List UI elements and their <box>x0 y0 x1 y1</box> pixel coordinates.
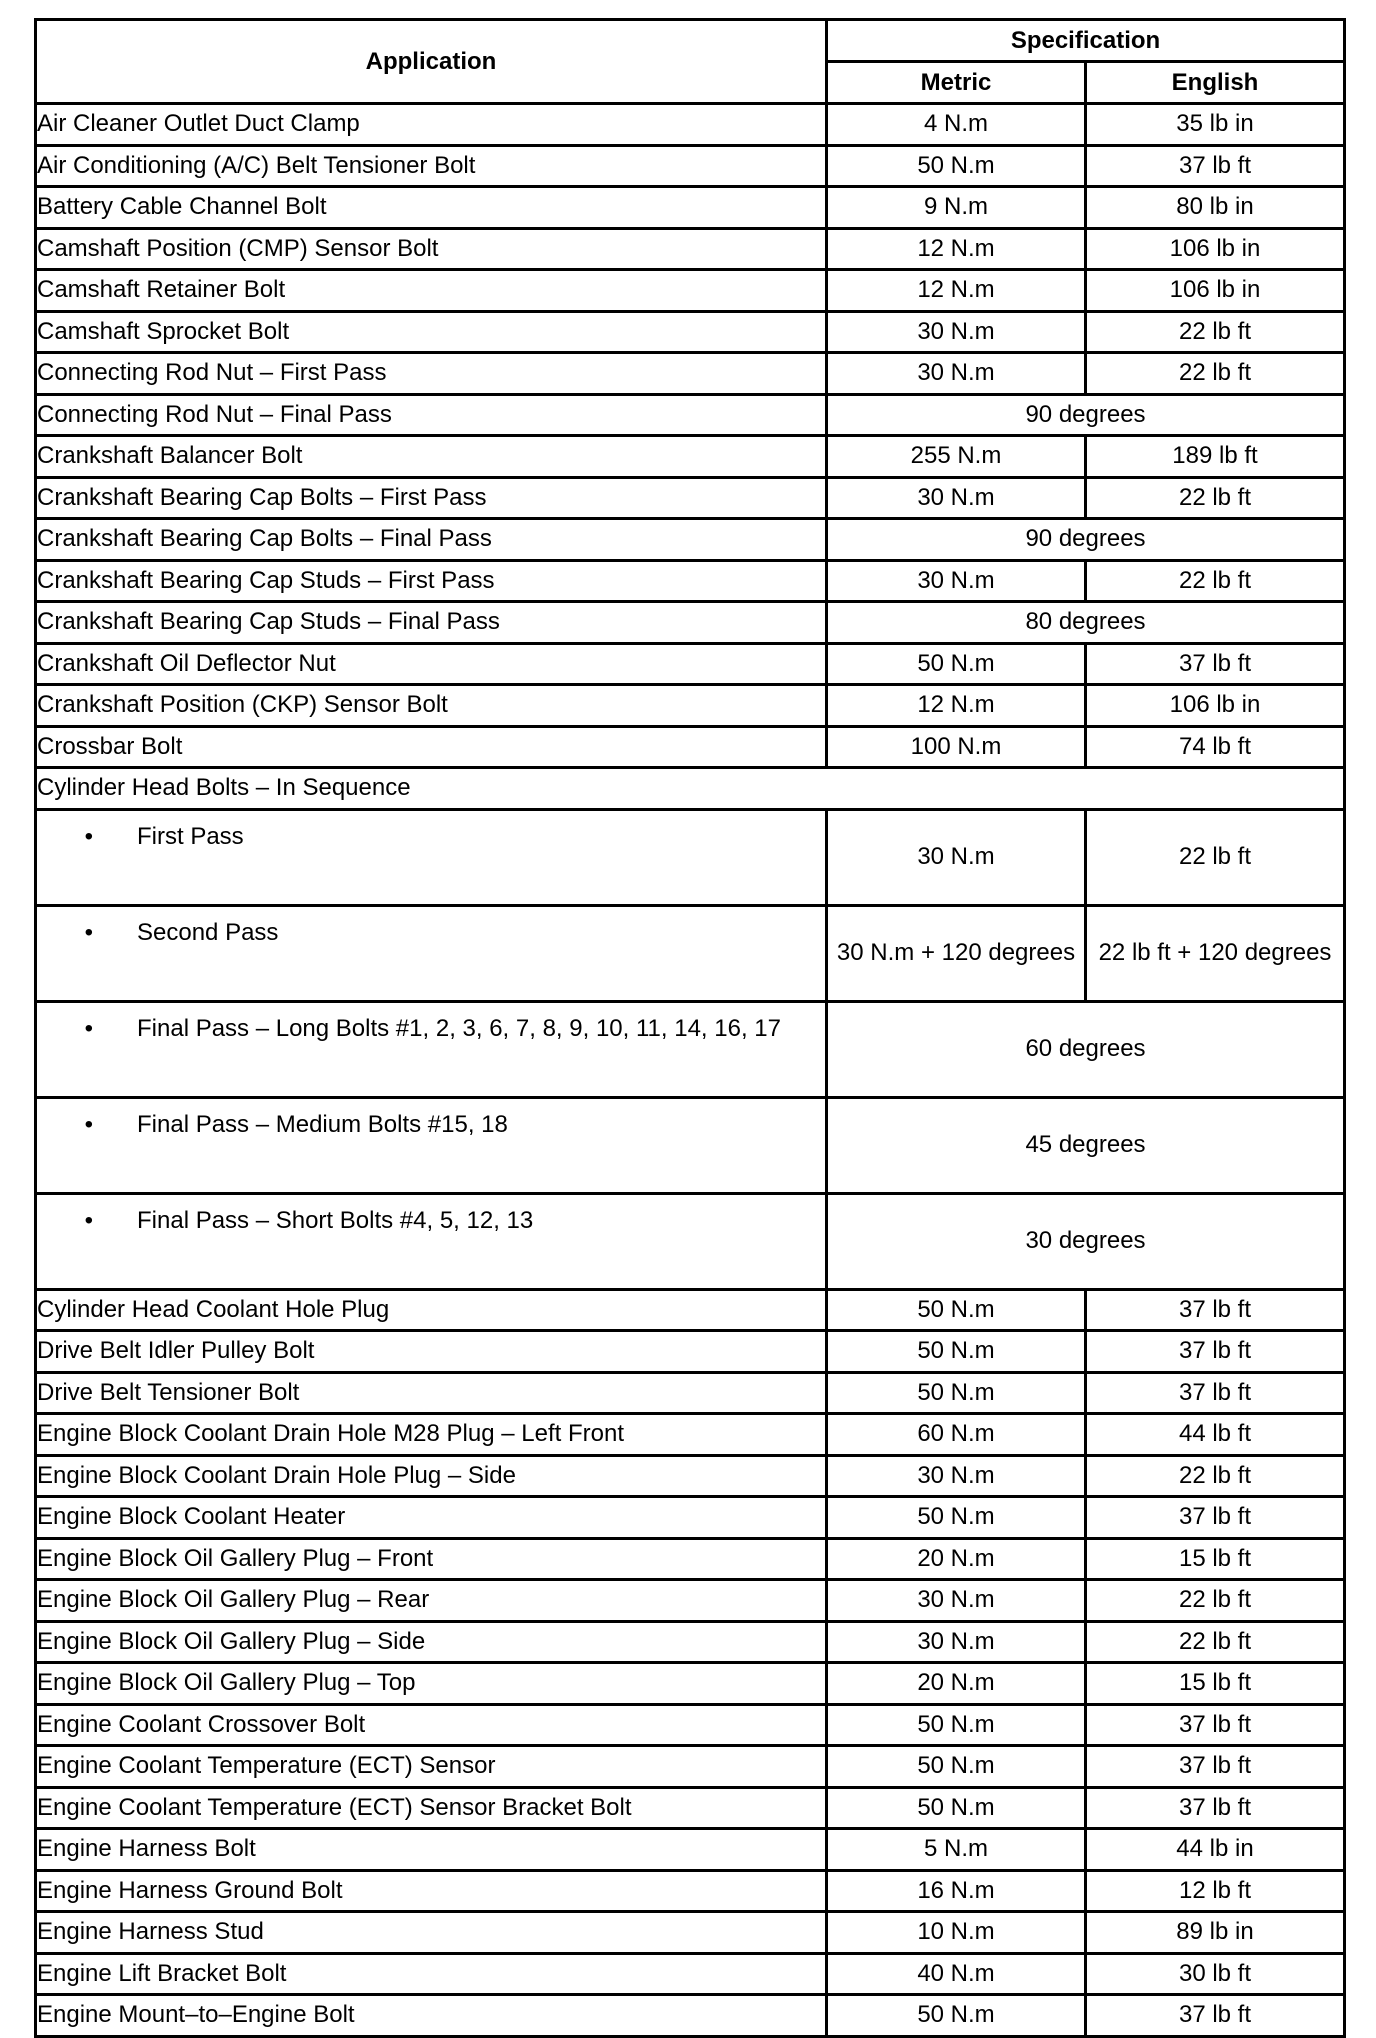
english-cell: 12 lb ft <box>1086 1870 1345 1912</box>
application-cell: Crankshaft Bearing Cap Bolts – Final Pass <box>36 519 827 561</box>
table-row <box>36 519 1345 561</box>
metric-cell: 40 N.m <box>827 1953 1086 1995</box>
table-row <box>36 1331 1345 1373</box>
combined-spec-cell: 60 degrees <box>827 1001 1345 1097</box>
english-cell: 30 lb ft <box>1086 1953 1345 1995</box>
sub-step-row <box>36 1193 1345 1289</box>
application-cell: Connecting Rod Nut – Final Pass <box>36 394 827 436</box>
english-cell: 37 lb ft <box>1086 1372 1345 1414</box>
table-row <box>36 145 1345 187</box>
application-cell: Engine Block Oil Gallery Plug – Top <box>36 1663 827 1705</box>
table-header <box>36 20 1345 104</box>
application-cell: Crankshaft Bearing Cap Studs – Final Pass <box>36 602 827 644</box>
sub-step-label: Second Pass <box>137 918 279 946</box>
metric-cell: 5 N.m <box>827 1829 1086 1871</box>
metric-cell: 30 N.m <box>827 311 1086 353</box>
metric-cell: 50 N.m <box>827 1704 1086 1746</box>
metric-cell: 60 N.m <box>827 1414 1086 1456</box>
table-row <box>36 685 1345 727</box>
application-cell: Air Cleaner Outlet Duct Clamp <box>36 104 827 146</box>
metric-cell: 20 N.m <box>827 1538 1086 1580</box>
metric-cell: 30 N.m <box>827 1455 1086 1497</box>
table-row <box>36 1414 1345 1456</box>
metric-cell: 50 N.m <box>827 1995 1086 2037</box>
metric-cell: 50 N.m <box>827 1497 1086 1539</box>
metric-cell: 16 N.m <box>827 1870 1086 1912</box>
combined-spec-cell: 90 degrees <box>827 394 1345 436</box>
english-cell: 106 lb in <box>1086 270 1345 312</box>
table-row <box>36 436 1345 478</box>
sub-step-row <box>36 809 1345 905</box>
application-cell: Engine Harness Ground Bolt <box>36 1870 827 1912</box>
metric-cell: 50 N.m <box>827 1289 1086 1331</box>
torque-spec-table <box>34 18 1346 2038</box>
metric-cell: 30 N.m <box>827 809 1086 905</box>
sub-step-cell <box>36 809 827 905</box>
sub-step-row <box>36 1001 1345 1097</box>
application-cell: Engine Block Oil Gallery Plug – Rear <box>36 1580 827 1622</box>
sub-step-cell <box>36 905 827 1001</box>
table-row <box>36 643 1345 685</box>
table-row <box>36 228 1345 270</box>
application-cell: Camshaft Position (CMP) Sensor Bolt <box>36 228 827 270</box>
application-cell: Air Conditioning (A/C) Belt Tensioner Bolt <box>36 145 827 187</box>
metric-cell: 50 N.m <box>827 1746 1086 1788</box>
sub-step-label: Final Pass – Medium Bolts #15, 18 <box>137 1110 508 1138</box>
application-cell: Connecting Rod Nut – First Pass <box>36 353 827 395</box>
sub-step-label: First Pass <box>137 822 244 850</box>
metric-cell: 20 N.m <box>827 1663 1086 1705</box>
application-cell: Crankshaft Bearing Cap Studs – First Pass <box>36 560 827 602</box>
application-cell: Engine Block Oil Gallery Plug – Front <box>36 1538 827 1580</box>
sub-step-row <box>36 1097 1345 1193</box>
sub-step-cell <box>36 1193 827 1289</box>
bullet-icon: • <box>84 822 93 850</box>
english-cell: 89 lb in <box>1086 1912 1345 1954</box>
table-row <box>36 602 1345 644</box>
english-cell: 22 lb ft <box>1086 353 1345 395</box>
english-cell: 37 lb ft <box>1086 1787 1345 1829</box>
table-row <box>36 1455 1345 1497</box>
table-row <box>36 1580 1345 1622</box>
table-row <box>36 1372 1345 1414</box>
metric-cell: 12 N.m <box>827 270 1086 312</box>
application-cell: Engine Coolant Temperature (ECT) Sensor <box>36 1746 827 1788</box>
combined-spec-cell: 45 degrees <box>827 1097 1345 1193</box>
application-cell: Engine Mount–to–Engine Bolt <box>36 1995 827 2037</box>
english-cell: 74 lb ft <box>1086 726 1345 768</box>
torque-spec-sheet <box>34 18 1343 2038</box>
table-row <box>36 560 1345 602</box>
table-row <box>36 187 1345 229</box>
english-cell: 80 lb in <box>1086 187 1345 229</box>
application-cell: Drive Belt Tensioner Bolt <box>36 1372 827 1414</box>
application-cell: Engine Block Coolant Drain Hole M28 Plug – Left Front <box>36 1414 827 1456</box>
english-cell: 37 lb ft <box>1086 1497 1345 1539</box>
sub-step-cell <box>36 1001 827 1097</box>
application-cell: Engine Lift Bracket Bolt <box>36 1953 827 1995</box>
application-cell: Crankshaft Balancer Bolt <box>36 436 827 478</box>
application-cell: Camshaft Sprocket Bolt <box>36 311 827 353</box>
application-cell: Crankshaft Bearing Cap Bolts – First Pass <box>36 477 827 519</box>
combined-spec-cell: 80 degrees <box>827 602 1345 644</box>
section-heading: Cylinder Head Bolts – In Sequence <box>36 768 1345 810</box>
table-body <box>36 104 1345 2037</box>
english-cell: 22 lb ft <box>1086 1580 1345 1622</box>
table-row <box>36 270 1345 312</box>
metric-cell: 30 N.m <box>827 1580 1086 1622</box>
english-cell: 37 lb ft <box>1086 1995 1345 2037</box>
table-row <box>36 1289 1345 1331</box>
metric-cell: 30 N.m + 120 degrees <box>827 905 1086 1001</box>
metric-cell: 10 N.m <box>827 1912 1086 1954</box>
table-row <box>36 1663 1345 1705</box>
table-row <box>36 1497 1345 1539</box>
english-cell: 22 lb ft <box>1086 1455 1345 1497</box>
table-row <box>36 477 1345 519</box>
table-row <box>36 394 1345 436</box>
table-row <box>36 1621 1345 1663</box>
metric-cell: 30 N.m <box>827 1621 1086 1663</box>
table-row <box>36 726 1345 768</box>
english-cell: 37 lb ft <box>1086 1704 1345 1746</box>
application-cell: Engine Coolant Temperature (ECT) Sensor Bracket Bolt <box>36 1787 827 1829</box>
english-cell: 15 lb ft <box>1086 1538 1345 1580</box>
sub-step-label: Final Pass – Short Bolts #4, 5, 12, 13 <box>137 1206 534 1234</box>
bullet-icon: • <box>84 1110 93 1138</box>
table-row <box>36 1787 1345 1829</box>
combined-spec-cell: 90 degrees <box>827 519 1345 561</box>
metric-cell: 50 N.m <box>827 643 1086 685</box>
table-row <box>36 311 1345 353</box>
english-cell: 15 lb ft <box>1086 1663 1345 1705</box>
sub-step-row <box>36 905 1345 1001</box>
metric-cell: 255 N.m <box>827 436 1086 478</box>
metric-cell: 100 N.m <box>827 726 1086 768</box>
bullet-icon: • <box>84 1206 93 1234</box>
table-row <box>36 1538 1345 1580</box>
english-cell: 22 lb ft <box>1086 560 1345 602</box>
application-cell: Camshaft Retainer Bolt <box>36 270 827 312</box>
english-cell: 189 lb ft <box>1086 436 1345 478</box>
application-header: Application <box>36 20 827 104</box>
table-row <box>36 1912 1345 1954</box>
english-cell: 37 lb ft <box>1086 643 1345 685</box>
table-row <box>36 1704 1345 1746</box>
english-cell: 37 lb ft <box>1086 1331 1345 1373</box>
section-row <box>36 768 1345 810</box>
application-cell: Crankshaft Position (CKP) Sensor Bolt <box>36 685 827 727</box>
table-row <box>36 1870 1345 1912</box>
english-cell: 106 lb in <box>1086 685 1345 727</box>
english-cell: 37 lb ft <box>1086 145 1345 187</box>
metric-cell: 50 N.m <box>827 1787 1086 1829</box>
table-row <box>36 104 1345 146</box>
table-row <box>36 1746 1345 1788</box>
english-cell: 22 lb ft + 120 degrees <box>1086 905 1345 1001</box>
metric-header: Metric <box>827 62 1086 104</box>
table-row <box>36 1953 1345 1995</box>
english-cell: 44 lb in <box>1086 1829 1345 1871</box>
metric-cell: 30 N.m <box>827 477 1086 519</box>
sub-step-label: Final Pass – Long Bolts #1, 2, 3, 6, 7, 8, 9, 10, 11, 14, 16, 17 <box>137 1014 781 1042</box>
application-cell: Crankshaft Oil Deflector Nut <box>36 643 827 685</box>
english-cell: 37 lb ft <box>1086 1746 1345 1788</box>
application-cell: Drive Belt Idler Pulley Bolt <box>36 1331 827 1373</box>
metric-cell: 50 N.m <box>827 1372 1086 1414</box>
application-cell: Engine Coolant Crossover Bolt <box>36 1704 827 1746</box>
english-cell: 22 lb ft <box>1086 1621 1345 1663</box>
application-cell: Battery Cable Channel Bolt <box>36 187 827 229</box>
table-row <box>36 1829 1345 1871</box>
metric-cell: 4 N.m <box>827 104 1086 146</box>
table-row <box>36 1995 1345 2037</box>
metric-cell: 12 N.m <box>827 685 1086 727</box>
metric-cell: 50 N.m <box>827 145 1086 187</box>
english-cell: 106 lb in <box>1086 228 1345 270</box>
english-cell: 22 lb ft <box>1086 809 1345 905</box>
application-cell: Engine Block Oil Gallery Plug – Side <box>36 1621 827 1663</box>
metric-cell: 30 N.m <box>827 560 1086 602</box>
english-cell: 22 lb ft <box>1086 477 1345 519</box>
english-header: English <box>1086 62 1345 104</box>
english-cell: 35 lb in <box>1086 104 1345 146</box>
application-cell: Engine Harness Bolt <box>36 1829 827 1871</box>
table-row <box>36 353 1345 395</box>
application-cell: Engine Block Coolant Drain Hole Plug – Side <box>36 1455 827 1497</box>
english-cell: 22 lb ft <box>1086 311 1345 353</box>
metric-cell: 12 N.m <box>827 228 1086 270</box>
sub-step-cell <box>36 1097 827 1193</box>
metric-cell: 30 N.m <box>827 353 1086 395</box>
application-cell: Engine Block Coolant Heater <box>36 1497 827 1539</box>
specification-header: Specification <box>827 20 1345 62</box>
bullet-icon: • <box>84 1014 93 1042</box>
english-cell: 44 lb ft <box>1086 1414 1345 1456</box>
application-cell: Engine Harness Stud <box>36 1912 827 1954</box>
bullet-icon: • <box>84 918 93 946</box>
combined-spec-cell: 30 degrees <box>827 1193 1345 1289</box>
metric-cell: 50 N.m <box>827 1331 1086 1373</box>
application-cell: Crossbar Bolt <box>36 726 827 768</box>
application-cell: Cylinder Head Coolant Hole Plug <box>36 1289 827 1331</box>
metric-cell: 9 N.m <box>827 187 1086 229</box>
english-cell: 37 lb ft <box>1086 1289 1345 1331</box>
